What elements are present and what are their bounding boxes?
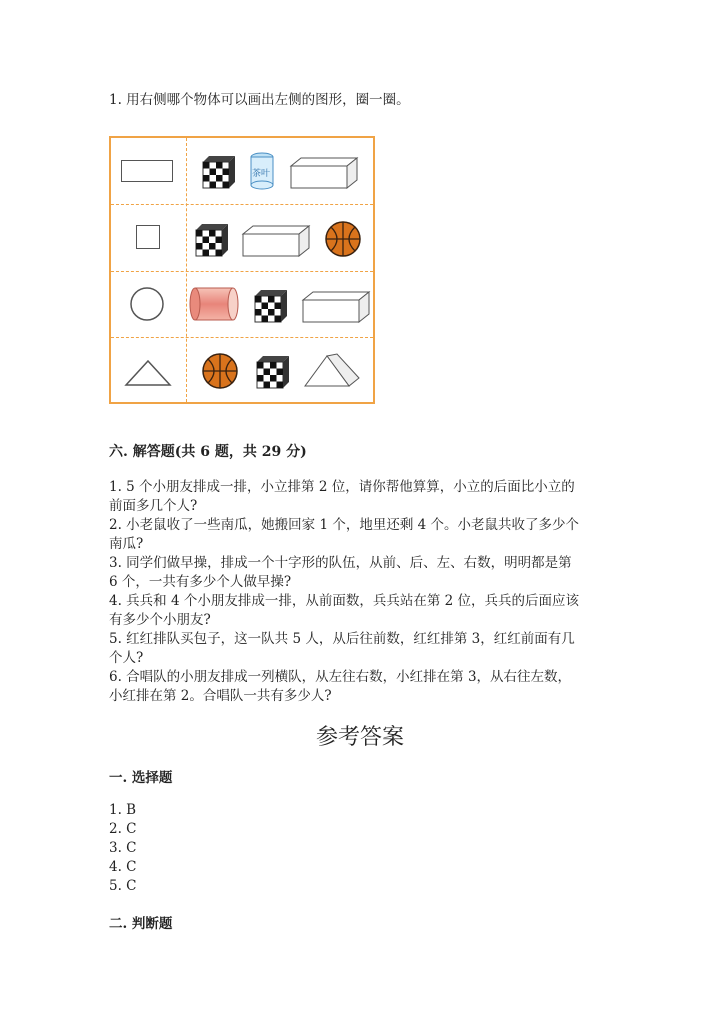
problem-line: 前面多几个人? [109,498,198,514]
answer-key-title: 参考答案 [315,725,404,750]
table-divider [111,204,373,206]
problem-line: 南瓜? [109,536,144,552]
basketball-icon[interactable] [324,220,362,258]
answer-item: 3. C [109,840,137,856]
answer-item: 2. C [109,821,137,837]
checkered-cube-icon[interactable] [255,354,291,390]
answer-item: 5. C [109,878,137,894]
answer-section-judgement: 二. 判断题 [109,916,173,932]
answer-item: 4. C [109,859,137,875]
question-intro: 1. 用右侧哪个物体可以画出左侧的图形，圈一圈。 [109,92,410,108]
problem-line: 4. 兵兵和 4 个小朋友排成一排，从前面数，兵兵站在第 2 位，兵兵的后面应该 [109,593,580,609]
table-divider [111,337,373,339]
circle-shape [129,286,165,322]
problem-line: 6 个，一共有多少个人做早操? [109,574,292,590]
problem-line: 3. 同学们做早操，排成一个十字形的队伍，从前、后、左、右数，明明都是第 [109,555,572,571]
problem-line: 小红排在第 2。合唱队一共有多少人? [109,688,332,704]
cuboid-box-icon[interactable] [289,156,359,190]
section-title: 六. 解答题(共 6 题，共 29 分) [109,444,307,460]
checkered-cube-icon[interactable] [253,288,289,324]
table-divider [111,271,373,273]
cuboid-box-icon[interactable] [241,224,311,258]
tea-can-icon[interactable] [247,152,277,190]
problem-line: 个人? [109,650,144,666]
triangular-prism-icon[interactable] [303,352,361,390]
problem-line: 6. 合唱队的小朋友排成一列横队，从左往右数，小红排在第 3，从右往左数， [109,669,572,685]
problem-line: 有多少个小朋友? [109,612,211,628]
table-divider [186,138,188,402]
square-shape [136,225,160,249]
rectangle-shape [121,160,173,182]
problem-line: 1. 5 个小朋友排成一排，小立排第 2 位，请你帮他算算，小立的后面比小立的 [109,479,575,495]
answer-section-choice: 一. 选择题 [109,770,173,786]
basketball-icon[interactable] [201,352,239,390]
triangle-shape [123,358,173,388]
checkered-cube-icon[interactable] [194,222,230,258]
tea-can-label: 茶叶 [252,169,271,179]
problem-list [109,478,609,706]
problem-line: 2. 小老鼠收了一些南瓜，她搬回家 1 个，地里还剩 4 个。小老鼠共收了多少个 [109,517,580,533]
shape-matching-table [109,136,375,404]
answer-item: 1. B [109,802,137,818]
problem-line: 5. 红红排队买包子，这一队共 5 人，从后往前数，红红排第 3，红红前面有几 [109,631,575,647]
cylinder-icon[interactable] [189,286,241,322]
checkered-cube-icon[interactable] [201,154,237,190]
cuboid-box-icon[interactable] [301,290,371,324]
answer-list [109,801,137,896]
